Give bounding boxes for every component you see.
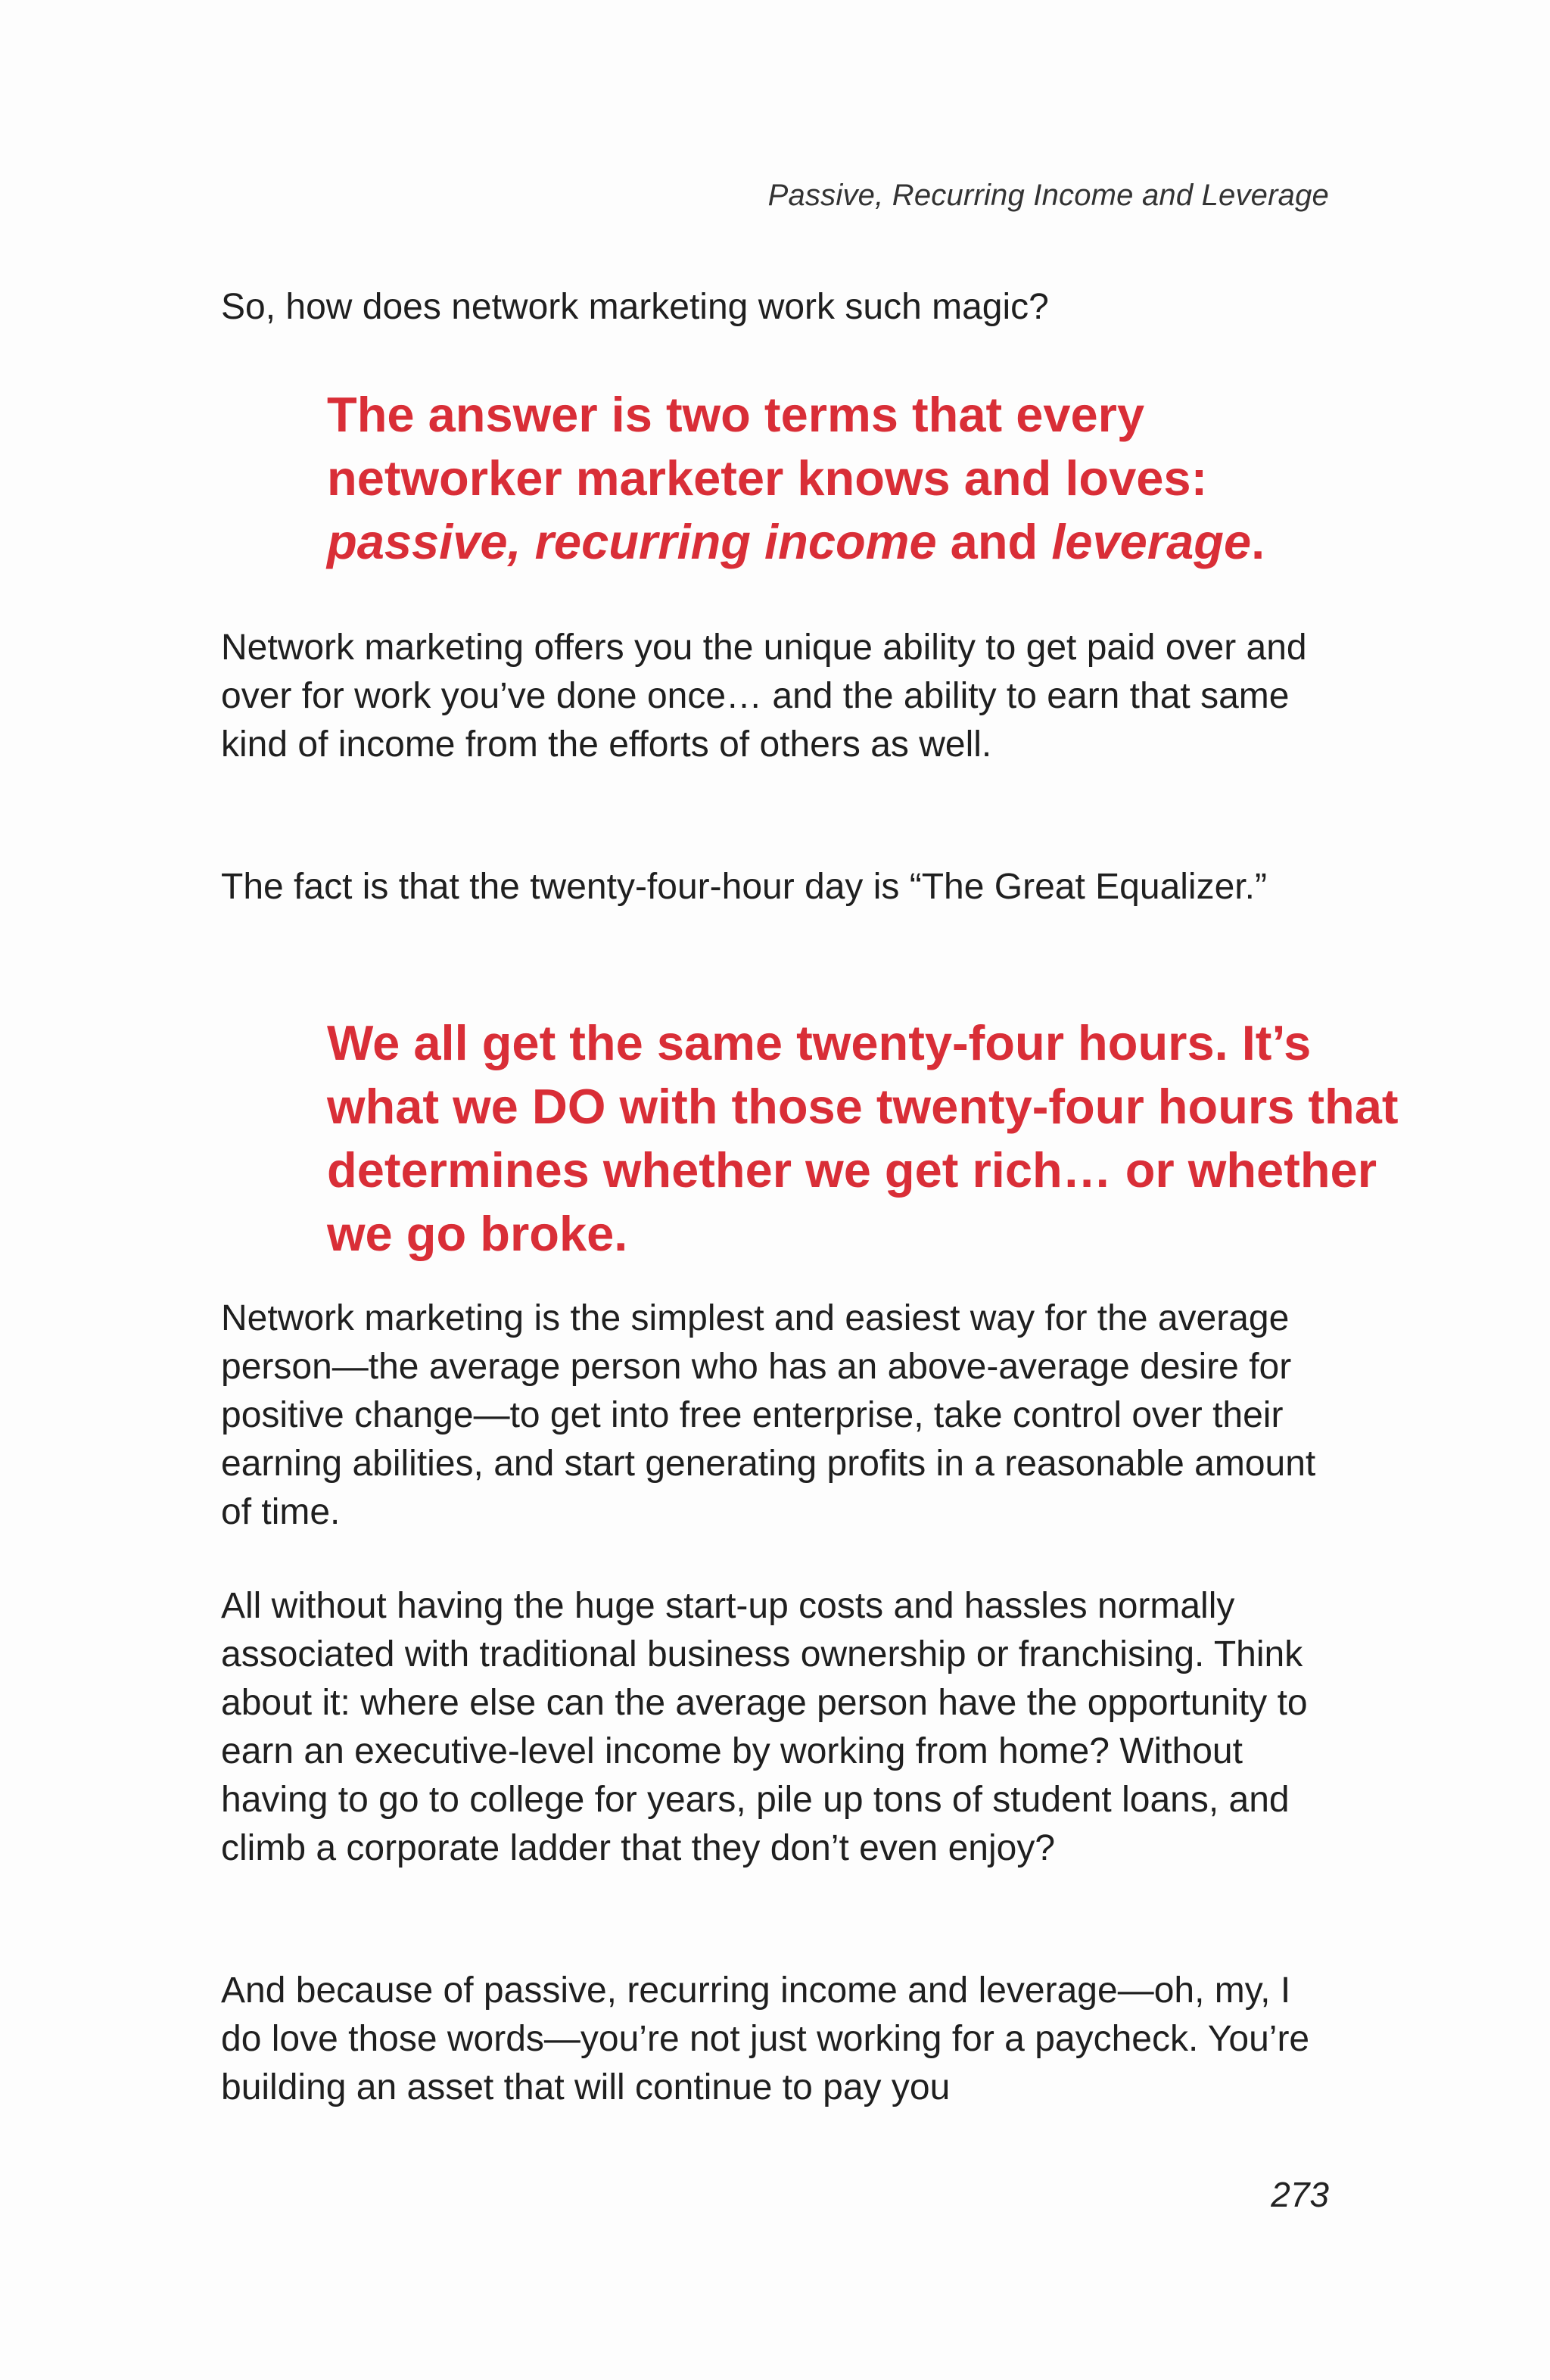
callout-answer-line-3 [327, 510, 1402, 574]
callout-twenty-four-hours: We all get the same twenty-four hours. It’s what we DO with those twenty-four hours that determines whether we get rich… or whether we go broke. [327, 1015, 1399, 1261]
term-leverage: leverage [1051, 514, 1252, 569]
callout-period: . [1251, 514, 1265, 569]
callout-answer-line-2: networker marketer knows and loves: [327, 450, 1208, 506]
paragraph-building-asset: And because of passive, recurring income and leverage—oh, my, I do love those words—you’re not just working for a paycheck. You’re building an asset that will continue to pay you [221, 1970, 1310, 2107]
callout-connector: and [936, 514, 1052, 569]
paragraph-unique-ability: Network marketing offers you the unique ability to get paid over and over for work you’ve done once… and the ability to earn that same kind of income from the efforts of others as well. [221, 628, 1307, 765]
running-head: Passive, Recurring Income and Leverage [767, 179, 1329, 212]
paragraph-great-equalizer: The fact is that the twenty-four-hour day is “The Great Equalizer.” [221, 867, 1267, 907]
intro-question: So, how does network marketing work such magic? [221, 287, 1049, 327]
paragraph-no-startup-costs: All without having the huge start-up costs and hassles normally associated with traditional business ownership or franchising. Think about it: where else can the average person have the opportunity to earn an executive-level income by working from home? Without having to go to college for years, pile up tons of student loans, and climb a corporate ladder that they don’t even enjoy? [221, 1586, 1308, 1868]
paragraph-simplest-way: Network marketing is the simplest and easiest way for the average person—the average person who has an above-average desire for positive change—to get into free enterprise, take control over their earning abilities, and start generating profits in a reasonable amount of time. [221, 1298, 1316, 1532]
term-passive-recurring-income: passive, recurring income [327, 514, 937, 569]
callout-answer-line-1: The answer is two terms that every [327, 387, 1145, 442]
page-number: 273 [1271, 2175, 1329, 2214]
callout-answer [327, 383, 1402, 574]
